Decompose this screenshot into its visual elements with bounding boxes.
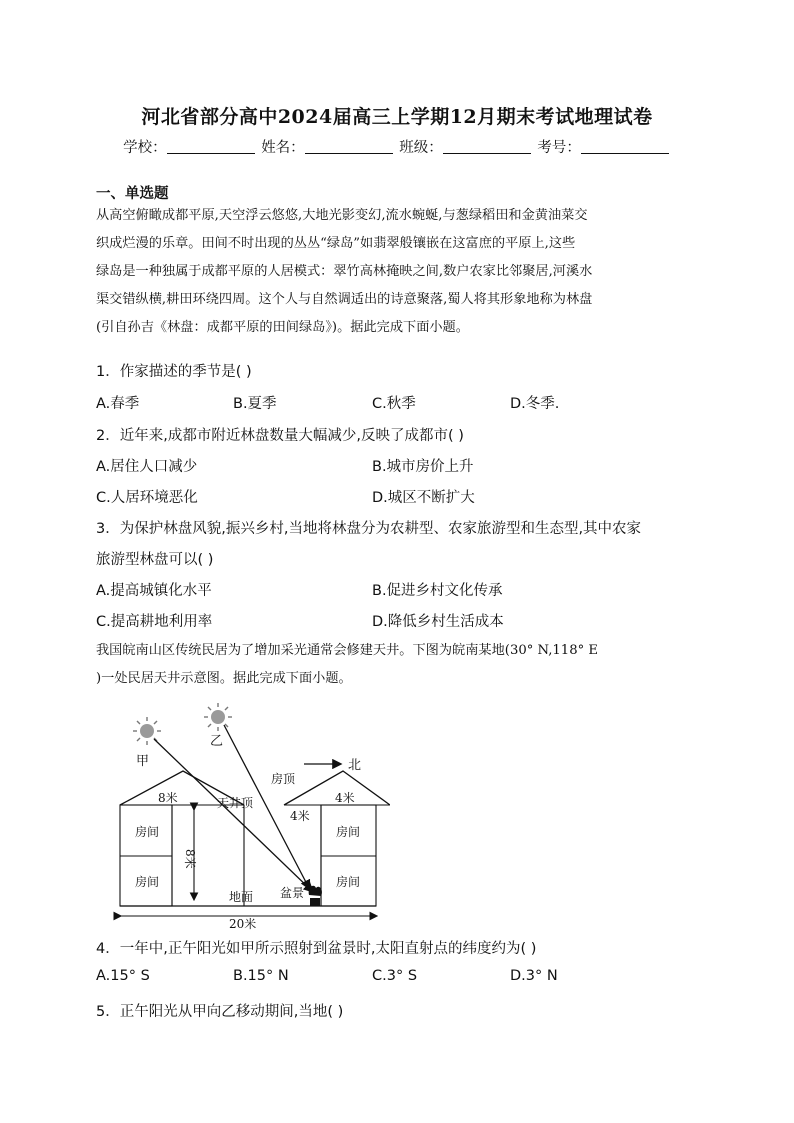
room-label: 房间 bbox=[336, 825, 361, 839]
question-3-stem-line1: 3．为保护林盘风貌,振兴乡村,当地将林盘分为农耕型、农家旅游型和生态型,其中农家 bbox=[96, 521, 642, 537]
student-info-line bbox=[0, 136, 794, 157]
left-width-label: 8米 bbox=[158, 791, 178, 805]
number-blank[interactable] bbox=[581, 139, 669, 154]
q4-option-d[interactable]: D.3° N bbox=[510, 968, 558, 984]
sun-ray-jia bbox=[154, 739, 312, 891]
question-2-stem: 2．近年来,成都市附近林盘数量大幅减少,反映了成都市( ) bbox=[96, 428, 464, 444]
passage-line: 绿岛是一种独属于成都平原的人居模式：翠竹高林掩映之间,数户农家比邻聚居,河溪水 bbox=[96, 264, 593, 279]
skylight-diagram bbox=[90, 695, 390, 930]
room-label: 房间 bbox=[135, 875, 160, 889]
q3-option-b[interactable]: B.促进乡村文化传承 bbox=[372, 583, 503, 599]
q2-option-b[interactable]: B.城市房价上升 bbox=[372, 459, 474, 475]
school-blank[interactable] bbox=[167, 139, 255, 154]
room-label: 房间 bbox=[135, 825, 160, 839]
right-width-label: 4米 bbox=[335, 791, 355, 805]
school-label: 学校： bbox=[123, 140, 167, 156]
passage-line: (引自孙吉《林盘：成都平原的田间绿岛》)。据此完成下面小题。 bbox=[96, 320, 469, 335]
q1-option-a[interactable]: A.春季 bbox=[96, 396, 140, 412]
number-label: 考号： bbox=[537, 140, 581, 156]
q4-option-a[interactable]: A.15° S bbox=[96, 968, 150, 984]
passage-line: 我国皖南山区传统民居为了增加采光通常会修建天井。下图为皖南某地(30° N,118° E bbox=[96, 643, 598, 658]
sun-yi-label: 乙 bbox=[210, 734, 224, 749]
skylight-top-label: 天井顶 bbox=[217, 796, 254, 810]
class-label: 班级： bbox=[399, 140, 443, 156]
q4-option-c[interactable]: C.3° S bbox=[372, 968, 418, 984]
q3-option-d[interactable]: D.降低乡村生活成本 bbox=[372, 614, 504, 630]
sun-yi-icon bbox=[204, 703, 232, 731]
q3-option-c[interactable]: C.提高耕地利用率 bbox=[96, 614, 213, 630]
q1-option-d[interactable]: D.冬季. bbox=[510, 396, 560, 412]
q2-option-c[interactable]: C.人居环境恶化 bbox=[96, 490, 198, 506]
class-blank[interactable] bbox=[443, 139, 531, 154]
bonsai-icon bbox=[309, 886, 322, 906]
roof-label: 房顶 bbox=[271, 772, 296, 786]
sun-jia-label: 甲 bbox=[136, 754, 150, 769]
question-1-stem: 1．作家描述的季节是( ) bbox=[96, 364, 252, 380]
exam-title: 河北省部分高中2024届高三上学期12月期末考试地理试卷 bbox=[141, 106, 653, 128]
question-3-stem-line2: 旅游型林盘可以( ) bbox=[96, 552, 214, 568]
passage-line: )一处民居天井示意图。据此完成下面小题。 bbox=[96, 671, 352, 686]
q2-option-a[interactable]: A.居住人口减少 bbox=[96, 459, 198, 475]
bonsai-label: 盆景 bbox=[280, 886, 305, 900]
passage-line: 从高空俯瞰成都平原,天空浮云悠悠,大地光影变幻,流水蜿蜒,与葱绿稻田和金黄油菜交 bbox=[96, 208, 588, 223]
passage-1 bbox=[96, 202, 700, 342]
north-label: 北 bbox=[348, 758, 362, 773]
q4-option-b[interactable]: B.15° N bbox=[233, 968, 289, 984]
q1-option-c[interactable]: C.秋季 bbox=[372, 396, 416, 412]
total-width-label: 20米 bbox=[229, 917, 257, 930]
q3-option-a[interactable]: A.提高城镇化水平 bbox=[96, 583, 212, 599]
passage-2 bbox=[96, 637, 700, 693]
ground-label: 地面 bbox=[229, 890, 254, 904]
height-label: 8米 bbox=[183, 849, 197, 869]
section-title: 一、单选题 bbox=[96, 186, 169, 202]
passage-line: 织成烂漫的乐章。田间不时出现的丛丛“绿岛”如翡翠般镶嵌在这富庶的平原上,这些 bbox=[96, 236, 576, 251]
gap-width-label: 4米 bbox=[290, 809, 310, 823]
name-label: 姓名： bbox=[261, 140, 305, 156]
name-blank[interactable] bbox=[305, 139, 393, 154]
question-5-stem: 5．正午阳光从甲向乙移动期间,当地( ) bbox=[96, 1004, 344, 1020]
q1-option-b[interactable]: B.夏季 bbox=[233, 396, 277, 412]
room-label: 房间 bbox=[336, 875, 361, 889]
question-4-stem: 4．一年中,正午阳光如甲所示照射到盆景时,太阳直射点的纬度约为( ) bbox=[96, 941, 537, 957]
q2-option-d[interactable]: D.城区不断扩大 bbox=[372, 490, 475, 506]
passage-line: 渠交错纵横,耕田环绕四周。这个人与自然调适出的诗意聚落,蜀人将其形象地称为林盘 bbox=[96, 292, 593, 307]
